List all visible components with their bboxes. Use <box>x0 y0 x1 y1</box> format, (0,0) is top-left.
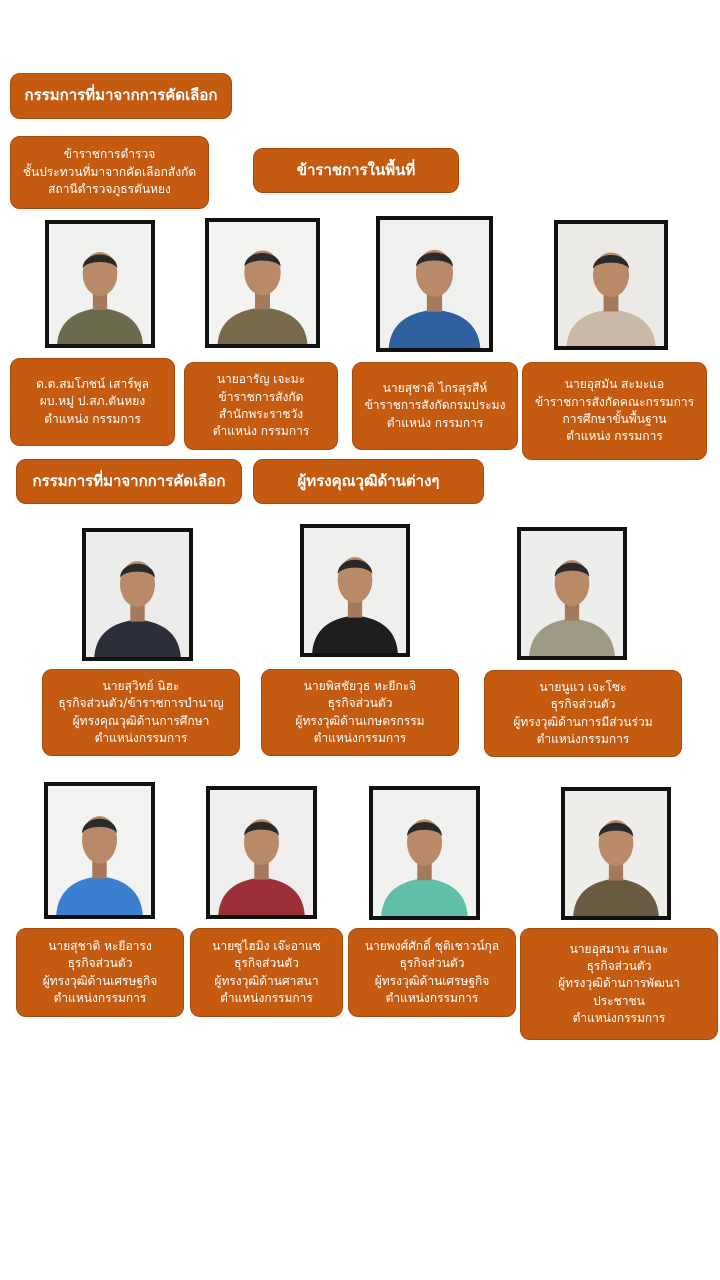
member-detail-line: ธุรกิจส่วนตัว <box>550 697 616 712</box>
police-group-label: ข้าราชการตำรวจ ชั้นประทวนที่มาจากคัดเลือกสังกัด สถานีตำรวจภูธรตันหยง <box>10 136 209 209</box>
row2-member-1-caption <box>42 669 240 756</box>
member-detail-line: ตำแหน่งกรรมการ <box>220 990 313 1005</box>
row3-member-1-photo <box>44 782 155 919</box>
member-name: นายสุวิทย์ นิฮะ <box>102 678 180 693</box>
member-detail-line: ผู้ทรงวุฒิด้านการพัฒนา <box>558 976 680 991</box>
section-header-selected-committee-2: กรรมการที่มาจากการคัดเลือก <box>16 459 242 504</box>
member-detail-line: ธุรกิจส่วนตัว <box>67 956 133 971</box>
row1-member-1-caption <box>10 358 175 446</box>
member-detail-line: ธุรกิจส่วนตัว <box>327 696 393 711</box>
member-detail-line: ตำแหน่งกรรมการ <box>385 990 479 1005</box>
member-detail-line: ตำแหน่ง กรรมการ <box>566 429 663 444</box>
member-detail-line: การศึกษาขั้นพื้นฐาน <box>562 412 667 426</box>
row3-member-2-photo <box>206 786 317 919</box>
row3-member-4-photo <box>561 787 671 920</box>
row2-member-1-photo <box>82 528 193 661</box>
row2-member-2-caption <box>261 669 459 756</box>
member-detail-line: ผู้ทรงวุฒิด้านศาสนา <box>214 973 319 988</box>
member-detail-line: ผู้ทรงวุฒิด้านเศรษฐกิจ <box>374 973 490 988</box>
member-detail-line: ธุรกิจส่วนตัว <box>399 956 465 971</box>
row1-member-2-photo <box>205 218 320 348</box>
member-name: นายสุชาติ ไกรสุรสีห์ <box>382 380 488 395</box>
row3-member-1-caption <box>16 928 184 1017</box>
member-detail-line: สำนักพระราชวัง <box>218 407 304 421</box>
row1-member-3-photo <box>376 216 493 352</box>
member-name: นายนูแว เจะโซะ <box>539 679 627 694</box>
section-header-local-officials: ข้าราชการในพื้นที่ <box>253 148 459 193</box>
row1-member-2-caption <box>184 362 338 450</box>
row2-member-3-caption <box>484 670 682 757</box>
member-detail-line: ผู้ทรงคุณวุฒิด้านการศึกษา <box>72 713 210 728</box>
member-name: นายสุชาติ หะยีอารง <box>48 938 152 953</box>
member-detail-line: ตำแหน่งกรรมการ <box>536 731 630 746</box>
member-detail-line: ตำแหน่งกรรมการ <box>53 990 147 1005</box>
row2-member-2-photo <box>300 524 410 657</box>
row1-member-3-caption <box>352 362 518 450</box>
row3-member-3-caption <box>348 928 516 1017</box>
member-detail-line: ข้าราชการสังกัด <box>218 389 304 404</box>
member-name: นายอุสมาน สาและ <box>569 941 669 956</box>
member-detail-line: ธุรกิจส่วนตัว <box>586 958 652 973</box>
row1-member-4-photo <box>554 220 668 350</box>
row3-member-2-caption <box>190 928 343 1017</box>
member-detail-line: ธุรกิจส่วนตัว/ข้าราชการบำนาญ <box>58 696 224 711</box>
row1-member-4-caption <box>522 362 707 460</box>
member-detail-line: ตำแหน่ง กรรมการ <box>386 415 484 430</box>
member-detail-line: ตำแหน่งกรรมการ <box>94 730 188 745</box>
member-detail-line: ตำแหน่งกรรมการ <box>313 730 407 745</box>
row3-member-4-caption <box>520 928 718 1040</box>
member-detail-line: ผู้ทรงวุฒิด้านเศรษฐกิจ <box>42 973 158 988</box>
member-name: นายพงศ์ศักดิ์ ชุติเชาวน์กุล <box>364 938 500 953</box>
member-detail-line: ตำแหน่ง กรรมการ <box>44 411 141 426</box>
member-detail-line: ข้าราชการสังกัดกรมประมง <box>364 398 506 413</box>
member-name: ด.ต.สมโภชน์ เสาร์พูล <box>36 376 149 391</box>
section-header-selected-committee: กรรมการที่มาจากการคัดเลือก <box>10 73 232 119</box>
member-name: นายพิสชัยวุธ หะยีกะจิ <box>303 678 417 693</box>
member-detail-line: ตำแหน่งกรรมการ <box>572 1011 666 1026</box>
member-detail-line: ผบ.หมู่ ป.สภ.ตันหยง <box>39 394 146 409</box>
member-detail-line: ประชาชน <box>593 993 645 1008</box>
row3-member-3-photo <box>369 786 480 920</box>
member-detail-line: ผู้ทรงวุฒิด้านเกษตรกรรม <box>295 713 425 728</box>
member-detail-line: ตำแหน่ง กรรมการ <box>212 424 310 439</box>
member-detail-line: ข้าราชการสังกัดคณะกรรมการ <box>534 394 695 409</box>
member-name: นายซูไฮมิง เจ๊ะอาแซ <box>212 938 321 953</box>
member-detail-line: ธุรกิจส่วนตัว <box>234 956 299 971</box>
row1-member-1-photo <box>45 220 155 348</box>
member-name: นายอุสมัน สะมะแอ <box>564 377 665 392</box>
member-detail-line: ผู้ทรงวุฒิด้านการมีส่วนร่วม <box>513 714 653 729</box>
section-header-experts: ผู้ทรงคุณวุฒิด้านต่างๆ <box>253 459 484 504</box>
row2-member-3-photo <box>517 527 627 660</box>
member-name: นายอารัญ เจะมะ <box>216 372 306 387</box>
